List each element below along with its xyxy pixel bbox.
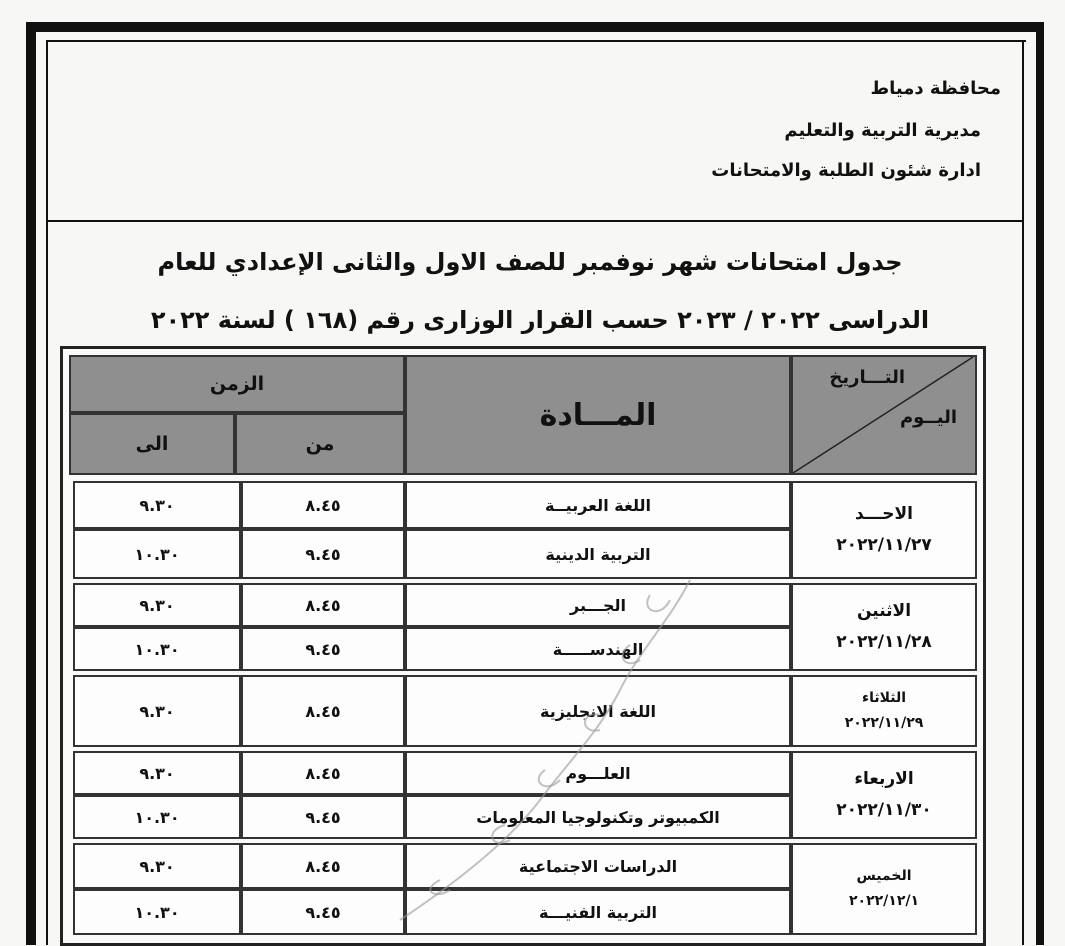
day-date: ٢٠٢٢/١٢/١	[848, 893, 920, 909]
page-frame-left-inner	[46, 40, 48, 945]
from-cell: ٩.٤٥	[241, 627, 405, 671]
from-cell: ٩.٤٥	[241, 529, 405, 579]
day-date: ٢٠٢٢/١١/٢٩	[844, 715, 924, 731]
to-cell: ٩.٣٠	[73, 843, 241, 889]
to-cell: ٩.٣٠	[73, 751, 241, 795]
from-cell: ٨.٤٥	[241, 751, 405, 795]
day-name: الاثنين	[856, 601, 912, 622]
subject-cell: اللغة الانجليزية	[405, 675, 791, 747]
department-heading: ادارة شئون الطلبة والامتحانات	[711, 160, 981, 181]
time-header: الزمن	[69, 355, 405, 413]
to-cell: ١٠.٣٠	[73, 529, 241, 579]
day-cell-sunday	[791, 481, 977, 579]
directorate-heading: مديرية التربية والتعليم	[784, 120, 981, 141]
day-cell-monday	[791, 583, 977, 671]
subject-cell: الدراسات الاجتماعية	[405, 843, 791, 889]
subject-cell: التربية الفنيـــة	[405, 889, 791, 935]
from-cell: ٩.٤٥	[241, 889, 405, 935]
day-header: اليــوم	[899, 407, 957, 428]
day-name: الثلاثاء	[861, 689, 907, 706]
day-date: ٢٠٢٢/١١/٢٨	[836, 632, 932, 652]
subject-cell: العلـــوم	[405, 751, 791, 795]
from-cell: ٩.٤٥	[241, 795, 405, 839]
from-header: من	[235, 413, 405, 475]
day-name: الاحـــد	[855, 504, 913, 525]
to-cell: ١٠.٣٠	[73, 889, 241, 935]
page-frame-right-outer	[1036, 22, 1044, 945]
day-cell-wednesday	[791, 751, 977, 839]
from-cell: ٨.٤٥	[241, 675, 405, 747]
date-header: التـــاريخ	[829, 367, 905, 388]
date-day-header	[791, 355, 977, 475]
day-name: الخميس	[856, 867, 912, 884]
from-cell: ٨.٤٥	[241, 583, 405, 627]
day-date: ٢٠٢٢/١١/٢٧	[836, 535, 932, 555]
subject-cell: الهندســـــة	[405, 627, 791, 671]
subject-header: المـــادة	[405, 355, 791, 475]
to-cell: ٩.٣٠	[73, 675, 241, 747]
subject-cell: الكمبيوتر وتكنولوجيا المعلومات	[405, 795, 791, 839]
page-frame-left	[26, 22, 36, 945]
to-cell: ٩.٣٠	[73, 481, 241, 529]
header-divider	[48, 220, 1022, 222]
page-frame-right	[1022, 40, 1024, 945]
subject-cell: الجـــبر	[405, 583, 791, 627]
day-date: ٢٠٢٢/١١/٣٠	[836, 800, 932, 820]
page-frame-top	[26, 22, 1036, 32]
to-cell: ٩.٣٠	[73, 583, 241, 627]
schedule-title-line1: جدول امتحانات شهر نوفمبر للصف الاول والثانى الإعدادي للعام	[157, 248, 903, 276]
exam-schedule-table	[60, 346, 986, 946]
page-frame-top-inner	[46, 40, 1026, 42]
day-name: الاربعاء	[854, 769, 914, 790]
to-cell: ١٠.٣٠	[73, 795, 241, 839]
subject-cell: اللغة العربيــة	[405, 481, 791, 529]
from-cell: ٨.٤٥	[241, 481, 405, 529]
subject-cell: التربية الدينية	[405, 529, 791, 579]
governorate-heading: محافظة دمياط	[870, 78, 1001, 99]
schedule-title-line2: الدراسى ٢٠٢٢ / ٢٠٢٣ حسب القرار الوزارى رقم (١٦٨ ) لسنة ٢٠٢٢	[150, 306, 930, 334]
from-cell: ٨.٤٥	[241, 843, 405, 889]
to-header: الى	[69, 413, 235, 475]
to-cell: ١٠.٣٠	[73, 627, 241, 671]
day-cell-thursday	[791, 843, 977, 935]
day-cell-tuesday	[791, 675, 977, 747]
